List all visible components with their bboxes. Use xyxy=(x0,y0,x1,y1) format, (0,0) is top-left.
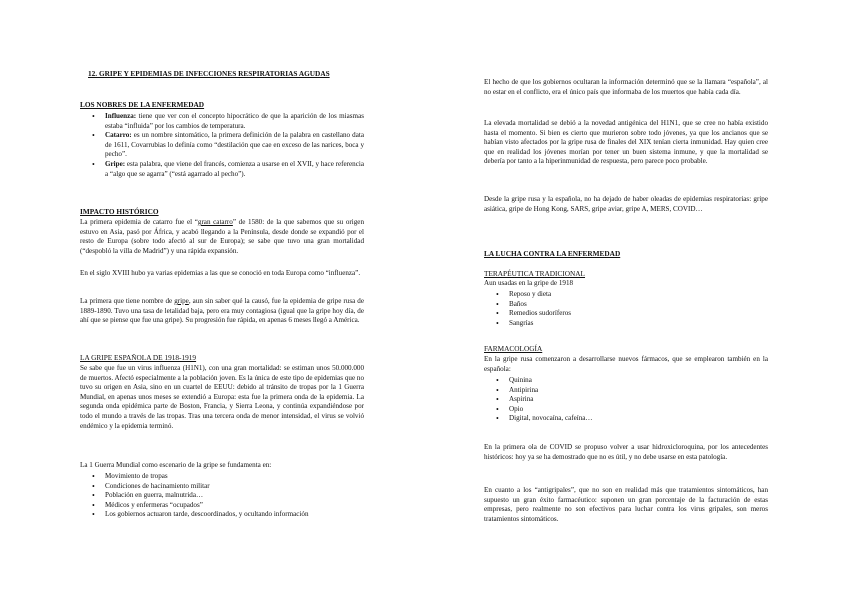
gran-catarro-link[interactable]: gran catarro xyxy=(197,218,233,226)
farmacos-list xyxy=(484,376,768,424)
term-text: es un nombre sintomático, la primera definición de la palabra en castellano data de 1611, Covarrubias lo definía como “destilación que cae en exceso de las narices, boca y pecho”. xyxy=(105,131,364,159)
list-item xyxy=(80,131,364,160)
right-paragraph-5: En cuanto a los “antigripales”, que no son en realidad más que tratamientos sintomáticos, han supuesto un gran éxito farmacéutico: suponen un gran porcentaje de la facturación de estas empresas, pero realmente no son efectivos para luchar contra los virus gripales, son meros tratamientos sintomáticos. xyxy=(484,486,768,523)
list-item xyxy=(80,160,364,179)
impacto-paragraph-1 xyxy=(80,218,364,256)
list-item: • Opio xyxy=(484,405,768,415)
list-item: • Remedios sudoríferos xyxy=(484,309,768,319)
right-paragraph-4: En la primera ola de COVID se propuso volver a usar hidroxicloroquina, por los antecedentes históricos: hoy ya se ha demostrado que no es útil, y no debe usarse en esta patología. xyxy=(484,443,768,461)
list-item: • Sangrías xyxy=(484,319,768,329)
list-item: • Condiciones de hacinamiento militar xyxy=(80,482,364,492)
farmacologia-heading: FARMACOLOGÍA xyxy=(484,344,543,353)
escenario-list xyxy=(80,472,364,520)
list-item: • Movimiento de tropas xyxy=(80,472,364,482)
list-item: • Digital, novocaína, cafeína… xyxy=(484,414,768,424)
term: Influenza: xyxy=(105,112,137,120)
text-run: La primera que tiene nombre de xyxy=(80,297,175,305)
list-item: • Reposo y dieta xyxy=(484,290,768,300)
list-item: • Médicos y enfermeras “ocupados” xyxy=(80,501,364,511)
list-item: • Antipirina xyxy=(484,386,768,396)
list-item: • Población en guerra, malnutrida… xyxy=(80,491,364,501)
text-run: La primera epidemia de catarro fue el “ xyxy=(80,218,198,226)
lucha-heading: LA LUCHA CONTRA LA ENFERMEDAD xyxy=(484,249,621,258)
terapeutica-list xyxy=(484,290,768,328)
terapeutica-heading: TERAPÉUTICA TRADICIONAL xyxy=(484,269,586,278)
list-item: • Los gobiernos actuaron tarde, descoordinados, y ocultando información xyxy=(80,510,364,520)
term-text: esta palabra, que viene del francés, comienza a usarse en el XVII, y hace referencia a “algo que se agarra” (“está agarrado al pecho”). xyxy=(105,159,364,178)
list-item: • Quinina xyxy=(484,376,768,386)
impacto-heading: IMPACTO HISTÓRICO xyxy=(80,207,159,216)
list-item: • Aspirina xyxy=(484,395,768,405)
right-paragraph-1: El hecho de que los gobiernos ocultaran la información determinó que se la llamara “española”, al no estar en el conflicto, era el único país que informaba de los muertos que había cada día. xyxy=(484,78,768,96)
list-item: • Baños xyxy=(484,300,768,310)
term: Catarro: xyxy=(105,131,132,140)
list-item xyxy=(80,112,364,131)
nombres-heading: LOS NOBRES DE LA ENFERMEDAD xyxy=(80,100,205,109)
term: Gripe: xyxy=(105,159,126,168)
terapeutica-intro: Aun usadas en la gripe de 1918 xyxy=(484,279,574,287)
term-text: tiene que ver con el concepto hipocrático de que la aparición de los miasmas estaba “influida” por los cambios de temperatura. xyxy=(105,112,364,130)
impacto-paragraph-3 xyxy=(80,297,364,326)
farmacologia-intro: En la gripe rusa comenzaron a desarrollarse nuevos fármacos, que se emplearon también en la española: xyxy=(484,355,768,373)
chapter-title: 12. GRIPE Y EPIDEMIAS DE INFECCIONES RESPIRATORIAS AGUDAS xyxy=(88,69,330,78)
espanola-paragraph-2: La 1 Guerra Mundial como escenario de la gripe se fundamenta en: xyxy=(80,461,272,469)
impacto-paragraph-2: En el siglo XVIII hubo ya varias epidemias a las que se conoció en toda Europa como “influenza”. xyxy=(80,269,361,277)
right-paragraph-3: Desde la gripe rusa y la española, no ha dejado de haber oleadas de epidemias respiratorias: gripe asiática, gripe de Hong Kong, SARS, gripe aviar, gripe A, MERS, COVID… xyxy=(484,195,768,213)
text-run: ” de 1580: de la que sabemos que su origen estuvo en Asia, pasó por África, y acabó llegando a la Península, desde donde se expandió por el resto de Europa (sobre todo afectó al sur de Europa); se sabe que tuvo una gran mortalidad (“despobló la villa de Madrid”) y una rápida expansión. xyxy=(80,218,364,255)
gripe-link[interactable]: gripe xyxy=(174,297,189,305)
espanola-heading: LA GRIPE ESPAÑOLA DE 1918-1919 xyxy=(80,353,197,362)
espanola-paragraph-1: Se sabe que fue un virus influenza (H1N1), con una gran mortalidad: se estiman unos 50.000.000 de muertos. Afectó especialmente a la población joven. Es la única de este tipo de epidemias que no tuvo su origen en Asia, sino en un cuartel de EEUU: debido al tránsito de tropas por la 1 Guerra Mundial, en apenas unos meses se extendió a Europa: esta fue la primera onda de la epidemia. La segunda onda epidémica parte de Boston, Francia, y Sierra Leona, y continúa expandiéndose por todo el mundo a través de las tropas. Tras una tercera onda de menor intensidad, el virus se volvió endémico y la epidemia terminó. xyxy=(80,364,364,430)
nombres-list xyxy=(80,112,364,179)
right-paragraph-2: La elevada mortalidad se debió a la novedad antigénica del H1N1, que se cree no había existido hasta el momento. Si bien es cierto que murieron sobre todo jóvenes, ya que los ancianos que se habían visto afectados por la gripe rusa de finales del XIX tenían cierta inmunidad. Hay quien cree que en realidad los jóvenes morían por tener un buen sistema inmune, y que la mortalidad se debería por tanto a la hiperinmunidad de respuesta, pero parece poco probable. xyxy=(484,119,768,166)
text-run: , aun sin saber qué la causó, fue la epidemia de gripe rusa de 1889-1890. Tuvo una tasa de letalidad baja, pero era muy contagiosa (igual que la gripe hoy día, de ahí que se piense que fue una gripe). Su progresión fue rápida, en apenas 6 meses llegó a América. xyxy=(80,297,364,325)
